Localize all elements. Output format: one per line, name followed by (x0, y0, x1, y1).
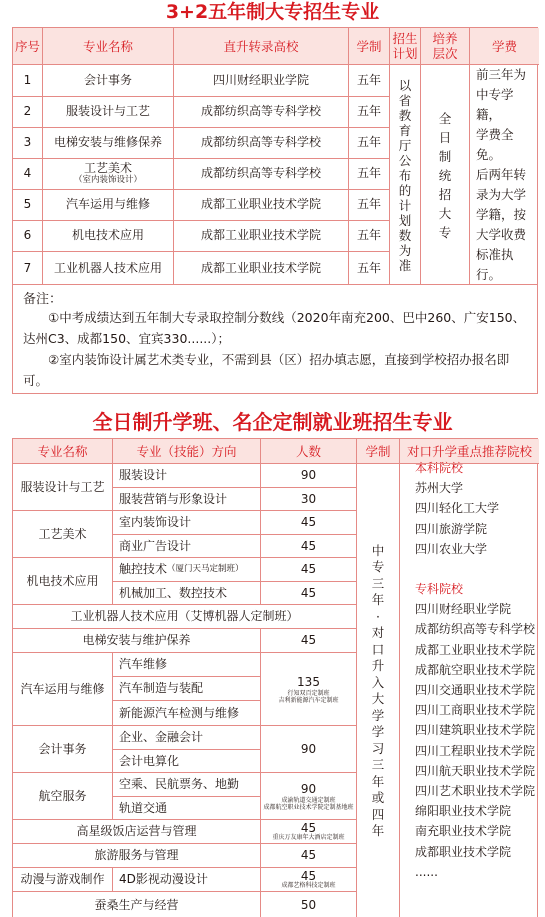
count-11-note2: 成都航空职业技术学院定制基地班 (263, 803, 354, 811)
row7-school: 成都工业职业技术学院 (200, 260, 321, 275)
row6-duration: 五年 (356, 228, 381, 242)
major-mechatronics: 机电技术应用 (26, 573, 99, 588)
count-11-wrap (261, 773, 356, 819)
count-15: 50 (300, 897, 317, 912)
rec-school: 成都职业技术学院 (415, 844, 512, 859)
five-year-program-table (12, 27, 538, 285)
row5-school: 成都工业职业技术学院 (200, 197, 321, 211)
header2-rec: 对口升学重点推荐院校 (400, 439, 539, 463)
row6-major: 机电技术应用 (71, 228, 144, 242)
note-2: ②室内装饰设计属艺术类专业，不需到县（区）招办填志愿，直接到学校招办报名即可。 (23, 352, 510, 388)
header-plan: 招生计划 (390, 28, 420, 64)
row4-major: 工艺美术 (83, 160, 132, 175)
duration-text: 中 专 三 年 · 对 口 升 入 大 学 学 习 三 年 或 四 年 (371, 542, 385, 838)
row7-major: 工业机器人技术应用 (53, 260, 162, 275)
count-8: 45 (300, 633, 317, 647)
header-level: 培养层次 (421, 28, 469, 64)
dir-computerized: 会计电算化 (119, 753, 180, 768)
header-major: 专业名称 (43, 28, 173, 64)
rec-school: 绵阳职业技术学院 (415, 804, 512, 819)
count-12: 45 (300, 821, 317, 835)
fee-text: 前三年为 中专学籍， 学费全免。 后两年转 录为大学 学籍，按 大学收费 标准执行。 (476, 67, 527, 282)
count-3: 45 (300, 515, 317, 529)
dir-auto-manufacture: 汽车制造与装配 (119, 681, 204, 695)
count-9-note1: 行知双百定制班 (287, 689, 330, 697)
row2-school: 成都纺织高等专科学校 (200, 104, 321, 118)
rec-school: 四川农业大学 (415, 541, 488, 556)
rec-school: 四川财经职业学院 (415, 602, 512, 617)
rec-school: 四川旅游学院 (415, 521, 488, 536)
count-14-wrap (261, 868, 356, 891)
major-art: 工艺美术 (38, 526, 87, 541)
row1-major: 会计事务 (83, 73, 132, 87)
count-14-note: 成都艺格科技定制班 (281, 882, 336, 889)
row2-major: 服装设计与工艺 (65, 104, 150, 118)
major-aviation: 航空服务 (38, 788, 87, 803)
fulltime-program-table (12, 438, 538, 917)
rec-school: 成都航空职业技术学院 (415, 662, 536, 677)
section2-title: 全日制升学班、名企定制就业班招生专业 (92, 410, 453, 434)
plan-text: 以 省 教 育 厅 公 布 的 计 划 数 为 准 (398, 77, 412, 273)
row1-duration: 五年 (356, 73, 381, 87)
row3-duration: 五年 (356, 135, 381, 149)
header2-duration: 学制 (357, 439, 399, 463)
dir-auto-repair: 汽车维修 (119, 657, 168, 671)
count-11: 90 (300, 781, 317, 796)
dir-cabin: 空乘、民航票务、地勤 (119, 777, 240, 791)
rec-undergrad-label: 本科院校 (415, 461, 464, 475)
count-2: 30 (300, 491, 317, 506)
row6-no: 6 (23, 228, 32, 242)
row7-duration: 五年 (356, 260, 381, 275)
rec-school: 四川交通职业技术学院 (415, 683, 536, 698)
row3-major: 电梯安装与维修保养 (53, 135, 162, 149)
row4-duration: 五年 (356, 166, 381, 180)
major-auto: 汽车运用与维修 (20, 681, 105, 696)
row2-no: 2 (23, 104, 32, 118)
count-9: 135 (297, 674, 320, 689)
notes-label: 备注： (23, 292, 63, 307)
row5-major: 汽车运用与维修 (65, 197, 150, 211)
count-5: 45 (300, 562, 317, 576)
rec-school: 四川航天职业技术学院 (415, 763, 536, 778)
note-1: ①中考成绩达到五年制大专录取控制分数线（2020年南充200、巴中260、广安150、达州C3、成都150、宜宾330......）； (23, 310, 526, 346)
count-11-note1: 成渝轨道交通定制班 (281, 796, 336, 804)
rec-school: ...... (415, 864, 438, 879)
dir-touch: 触控技术 （厦门天马定制班） (119, 562, 244, 576)
header-fee: 学费 (470, 28, 539, 64)
major-animation: 动漫与游戏制作 (20, 872, 105, 886)
major-fashion: 服装设计与工艺 (20, 479, 105, 494)
major-robot: 工业机器人技术应用（艾博机器人定制班） (70, 609, 299, 623)
dir-4d: 4D影视动漫设计 (119, 872, 208, 886)
major-hotel: 高星级饭店运营与管理 (76, 824, 197, 838)
rec-school: 四川建筑职业技术学院 (415, 723, 536, 738)
row4-school: 成都纺织高等专科学校 (200, 166, 321, 180)
level-text: 全 日 制 统 招 大 专 (438, 110, 452, 240)
rec-school: 四川艺术职业技术学院 (415, 784, 536, 799)
major-sericulture: 蚕桑生产与经营 (94, 897, 179, 912)
count-1: 90 (300, 468, 317, 482)
dir-ev: 新能源汽车检测与维修 (119, 705, 240, 720)
count-14: 45 (300, 869, 317, 883)
recommended-schools (408, 458, 539, 882)
row2-duration: 五年 (356, 104, 381, 118)
header-no: 序号 (13, 28, 42, 64)
rec-school: 四川工程职业技术学院 (415, 743, 536, 758)
count-9-note2: 吉利新能源汽车定制班 (278, 696, 339, 704)
header2-major: 专业名称 (13, 439, 112, 463)
header2-direction: 专业（技能）方向 (113, 439, 260, 463)
rec-school: 南充职业技术学院 (415, 824, 512, 839)
row5-duration: 五年 (356, 197, 381, 211)
row3-school: 成都纺织高等专科学校 (200, 135, 321, 149)
count-6: 45 (300, 585, 317, 600)
rec-school: 四川轻化工大学 (415, 501, 500, 516)
notes-box (12, 284, 538, 394)
count-10: 90 (300, 741, 317, 756)
rec-school: 苏州大学 (415, 481, 464, 496)
major-accounting: 会计事务 (38, 741, 87, 756)
count-4: 45 (300, 538, 317, 553)
rec-college-label: 专科院校 (415, 582, 464, 597)
header2-count: 人数 (261, 439, 356, 463)
row6-school: 成都工业职业技术学院 (200, 228, 321, 242)
dir-finance: 企业、金融会计 (119, 730, 204, 744)
count-12-wrap (261, 820, 356, 843)
dir-interior: 室内装饰设计 (119, 515, 192, 529)
count-13: 45 (300, 848, 317, 862)
dir-rail: 轨道交通 (119, 800, 168, 815)
row1-school: 四川财经职业学院 (212, 73, 309, 87)
row7-no: 7 (23, 260, 32, 275)
header-duration: 学制 (349, 28, 389, 64)
dir-machining: 机械加工、数控技术 (119, 585, 228, 600)
count-12-note: 重庆万友康年大酒店定制班 (272, 834, 345, 841)
header-school: 直升转录高校 (174, 28, 348, 64)
row4-major-wrap (43, 158, 173, 189)
rec-school: 成都工业职业技术学院 (415, 642, 536, 657)
section1-title: 3+2五年制大专招生专业 (165, 1, 380, 23)
dir-advertising: 商业广告设计 (119, 538, 192, 553)
major-elevator: 电梯安装与维护保养 (82, 633, 191, 647)
count-9-wrap (261, 653, 356, 725)
row4-major-note: （室内装饰设计） (73, 174, 142, 185)
dir-fashion-design: 服装设计 (119, 468, 168, 482)
row3-no: 3 (23, 135, 32, 149)
rec-school: 成都纺织高等专科学校 (415, 622, 536, 637)
row1-no: 1 (23, 73, 32, 87)
dir-fashion-marketing: 服装营销与形象设计 (119, 491, 228, 506)
row4-no: 4 (23, 166, 32, 180)
row5-no: 5 (23, 197, 32, 211)
major-tourism: 旅游服务与管理 (94, 848, 179, 862)
rec-school: 四川工商职业技术学院 (415, 703, 536, 718)
